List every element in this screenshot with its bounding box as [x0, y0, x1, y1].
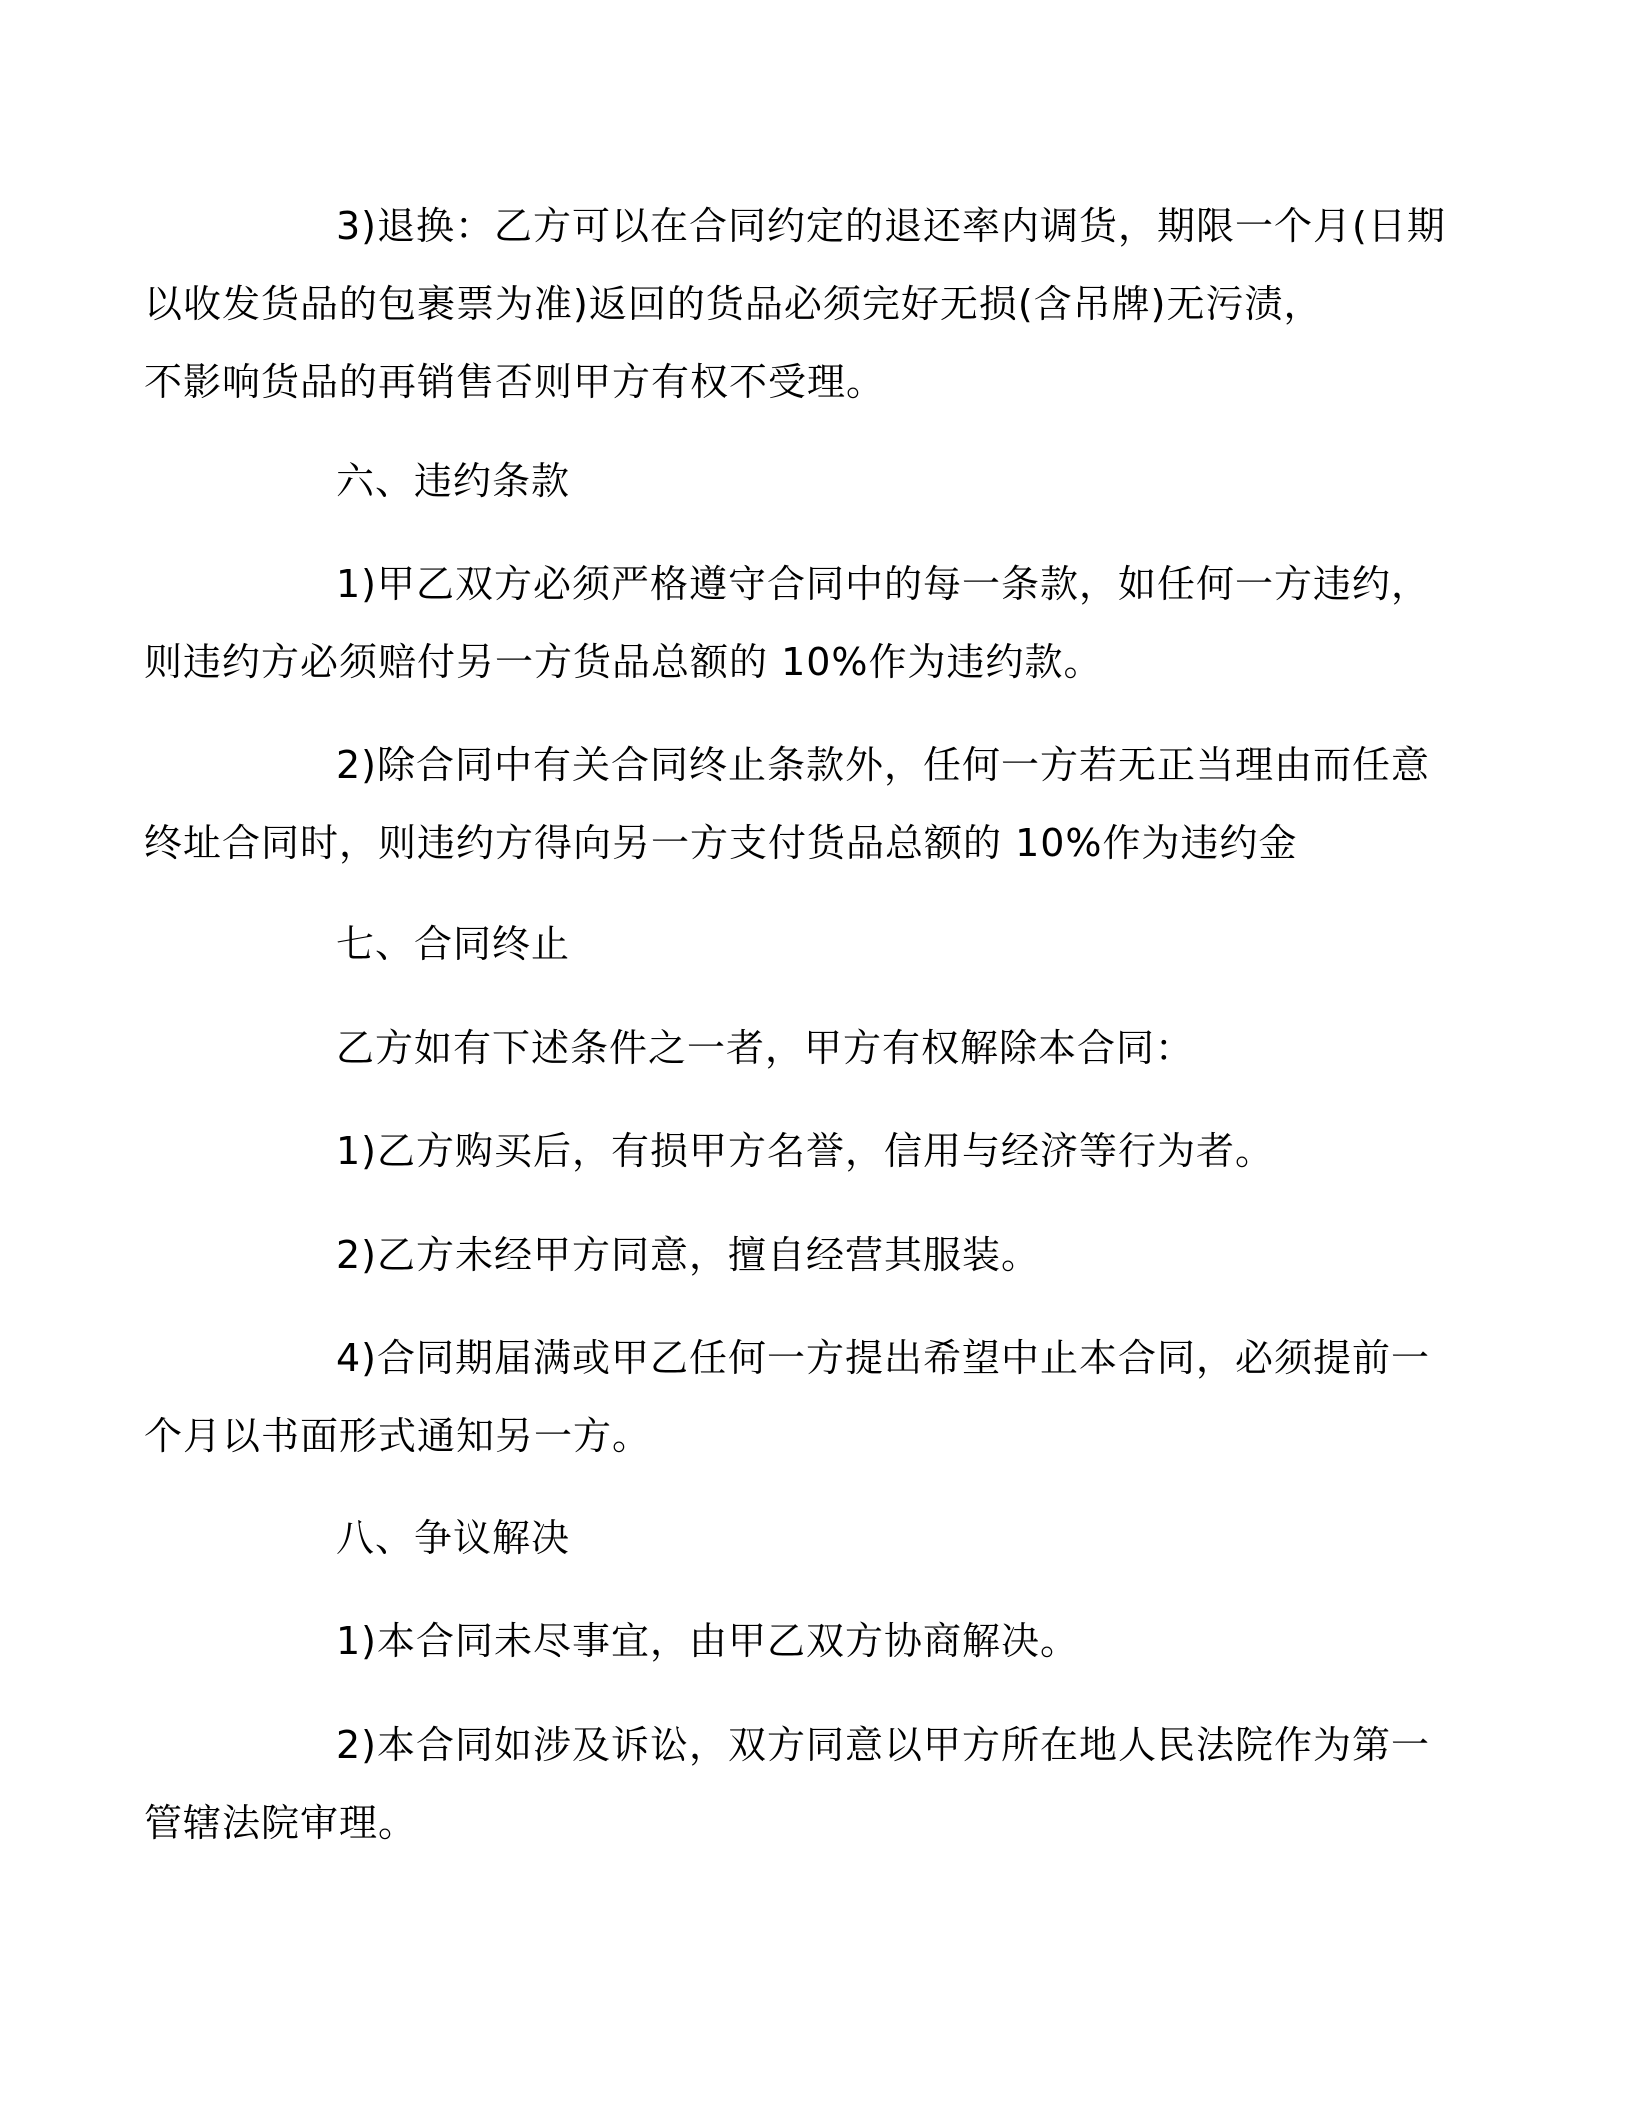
clause-return-exchange: [144, 187, 1446, 421]
clause-dispute-2: [144, 1706, 1431, 1862]
heading-text: 六、违约条款: [336, 459, 571, 503]
text-line: 2)乙方未经甲方同意，擅自经营其服装。: [336, 1233, 1041, 1277]
clause-termination-2: [240, 1216, 1370, 1294]
text-line: 1)乙方购买后，有损甲方名誉，信用与经济等行为者。: [336, 1129, 1275, 1173]
clause-termination-4: [144, 1319, 1431, 1475]
clause-breach-1: [144, 545, 1431, 701]
section-heading-dispute: [240, 1499, 1370, 1577]
heading-text: 八、争议解决: [336, 1516, 571, 1560]
clause-termination-1: [240, 1112, 1370, 1190]
text-line: 4)合同期届满或甲乙任何一方提出希望中止本合同，必须提前一: [336, 1336, 1431, 1380]
clause-breach-2: [144, 726, 1431, 882]
text-line: 1)甲乙双方必须严格遵守合同中的每一条款，如任何一方违约，: [336, 562, 1431, 606]
text-line: 终址合同时，则违约方得向另一方支付货品总额的 10%作为违约金: [144, 821, 1298, 865]
text-line: 乙方如有下述条件之一者，甲方有权解除本合同：: [336, 1026, 1195, 1070]
text-line: 以收发货品的包裹票为准)返回的货品必须完好无损(含吊牌)无污渍，: [144, 282, 1323, 326]
section-heading-breach: [240, 442, 1370, 520]
text-line: 1)本合同未尽事宜，由甲乙双方协商解决。: [336, 1619, 1080, 1663]
section-heading-termination: [240, 905, 1370, 983]
text-line: 则违约方必须赔付另一方货品总额的 10%作为违约款。: [144, 640, 1103, 684]
text-line: 管辖法院审理。: [144, 1801, 418, 1845]
clause-dispute-1: [240, 1602, 1370, 1680]
text-line: 个月以书面形式通知另一方。: [144, 1414, 652, 1458]
text-line: 不影响货品的再销售否则甲方有权不受理。: [144, 360, 886, 404]
heading-text: 七、合同终止: [336, 922, 571, 966]
text-line: 2)除合同中有关合同终止条款外，任何一方若无正当理由而任意: [336, 743, 1431, 787]
clause-termination-intro: [240, 1009, 1370, 1087]
text-line: 3)退换：乙方可以在合同约定的退还率内调货，期限一个月(日期: [336, 204, 1446, 248]
text-line: 2)本合同如涉及诉讼，双方同意以甲方所在地人民法院作为第一: [336, 1723, 1431, 1767]
